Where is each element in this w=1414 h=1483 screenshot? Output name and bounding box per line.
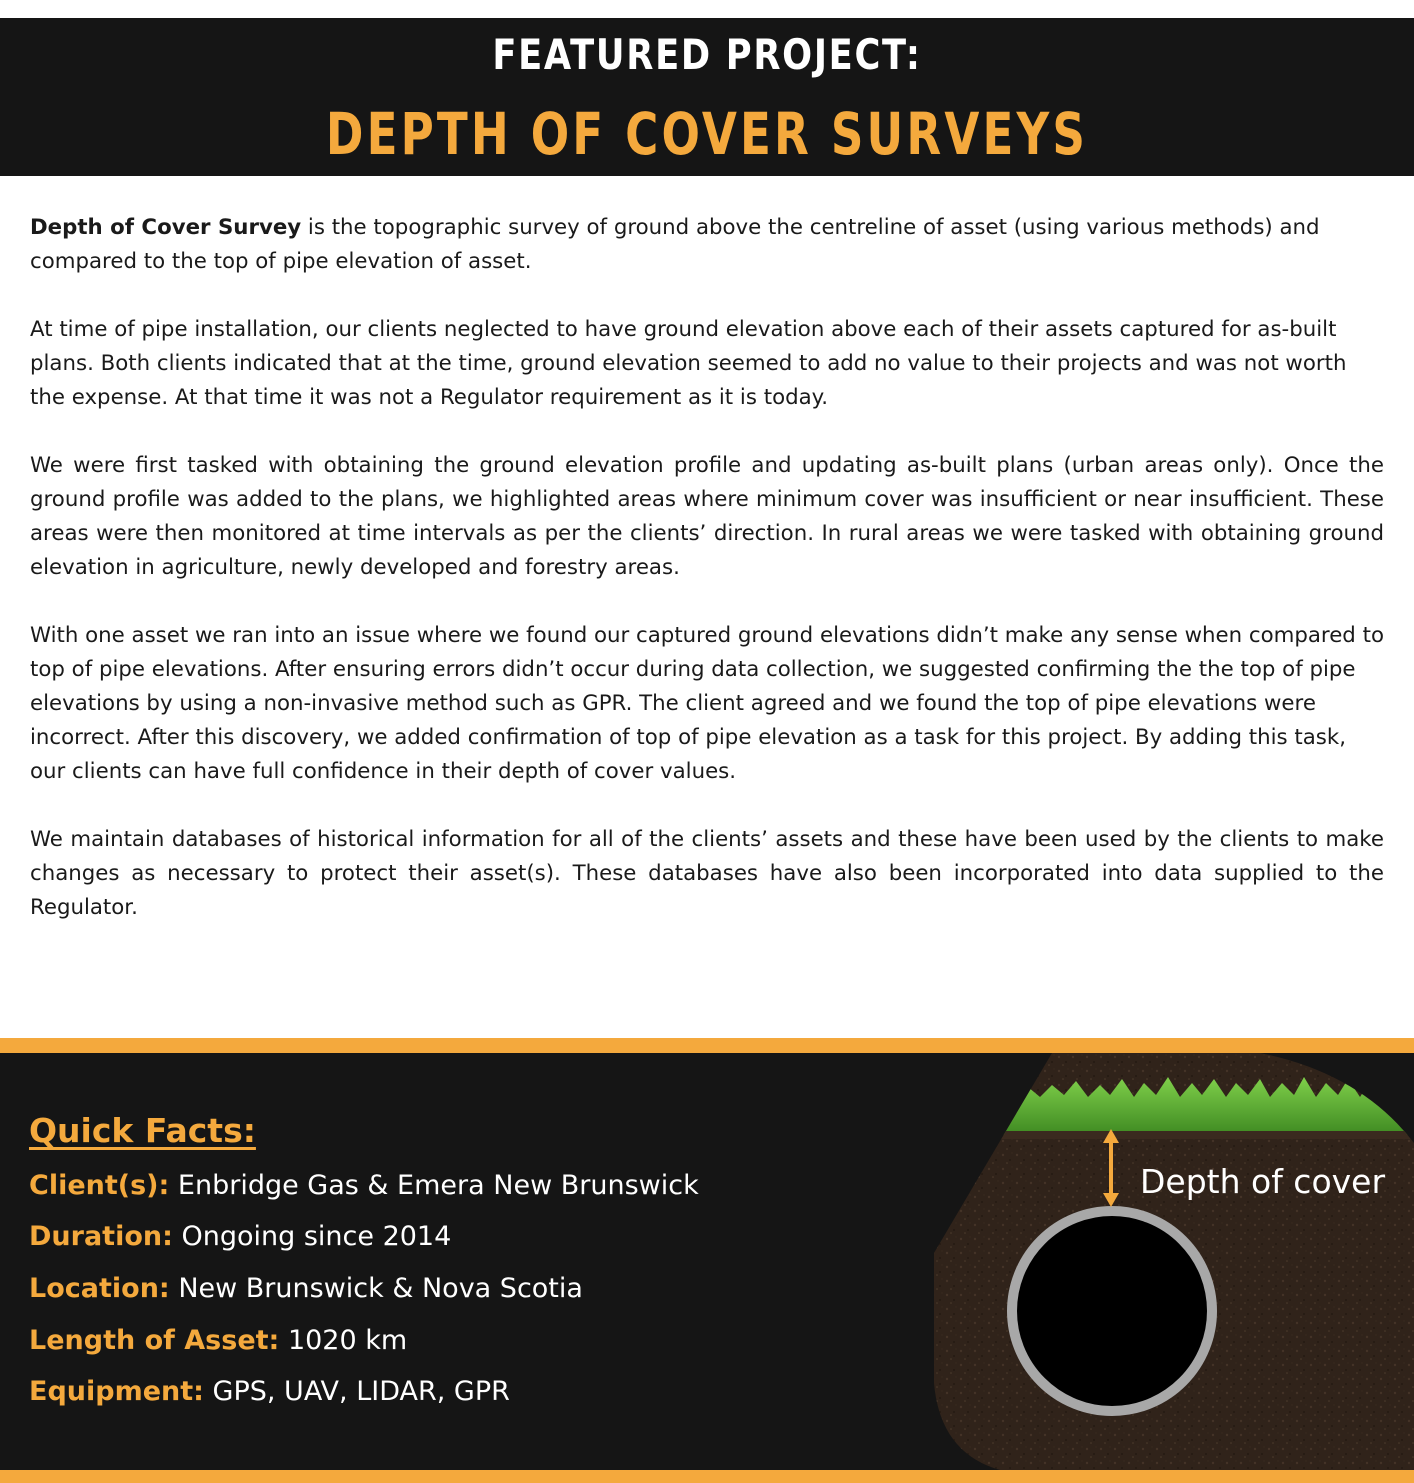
fact-value: 1020 km bbox=[287, 1325, 408, 1356]
fact-label: Length of Asset: bbox=[29, 1325, 280, 1356]
fact-label: Location: bbox=[29, 1273, 170, 1304]
page-header bbox=[0, 18, 1414, 176]
paragraph-issue: With one asset we ran into an issue where we found our captured ground elevations didn’t make any sense when compared to top of pipe elevations. After ensuring errors didn’t occur during data collection, we suggested confirming the the top of pipe elevations by using a non-invasive method such as GPR. The client agreed and we found the top of pipe elevations were incorrect. After this discovery, we added confirmation of top of pipe elevation as a task for this project. By adding this task, our clients can have full confidence in their depth of cover values. bbox=[30, 623, 1384, 784]
definition-term: Depth of Cover Survey bbox=[30, 215, 302, 240]
fact-equipment bbox=[29, 1376, 510, 1407]
definition-text: is the topographic survey of ground above the centreline of asset (using various methods) and compared to the top of pipe elevation of asset. bbox=[30, 215, 1320, 274]
fact-label: Equipment: bbox=[29, 1376, 204, 1407]
project-description bbox=[30, 211, 1384, 959]
fact-duration bbox=[29, 1221, 451, 1252]
fact-clients bbox=[29, 1170, 699, 1201]
fact-length bbox=[29, 1325, 407, 1356]
accent-divider-top bbox=[0, 1038, 1414, 1053]
quick-facts-panel bbox=[0, 1053, 1414, 1470]
paragraph-definition bbox=[30, 211, 1384, 279]
fact-label: Client(s): bbox=[29, 1170, 170, 1201]
quick-facts-title: Quick Facts: bbox=[29, 1111, 256, 1150]
fact-value: GPS, UAV, LIDAR, GPR bbox=[212, 1376, 510, 1407]
fact-value: Enbridge Gas & Emera New Brunswick bbox=[177, 1170, 699, 1201]
pipe-cross-section bbox=[1012, 1211, 1212, 1411]
depth-of-cover-illustration bbox=[930, 1053, 1414, 1470]
paragraph-tasks: We were first tasked with obtaining the ground elevation profile and updating as-built plans (urban areas only). Once the ground profile was added to the plans, we highlighted areas where minimum cover was insufficient or near insufficient. These areas were then monitored at time intervals as per the clients’ direction. In rural areas we were tasked with obtaining ground elevation in agriculture, newly developed and forestry areas. bbox=[30, 453, 1384, 580]
page-title: DEPTH OF COVER SURVEYS bbox=[325, 100, 1089, 168]
header-kicker: FEATURED PROJECT: bbox=[492, 30, 922, 79]
accent-divider-bottom bbox=[0, 1470, 1414, 1483]
fact-value: Ongoing since 2014 bbox=[181, 1221, 452, 1252]
paragraph-databases: We maintain databases of historical information for all of the clients’ assets and these have been used by the clients to make changes as necessary to protect their asset(s). These databases have also been incorporated into data supplied to the Regulator. bbox=[30, 827, 1384, 920]
fact-label: Duration: bbox=[29, 1221, 173, 1252]
paragraph-background: At time of pipe installation, our clients neglected to have ground elevation above each of their assets captured for as-built plans. Both clients indicated that at the time, ground elevation seemed to add no value to their projects and was not worth the expense. At that time it was not a Regulator requirement as it is today. bbox=[30, 317, 1347, 410]
depth-of-cover-label: Depth of cover bbox=[1140, 1162, 1386, 1201]
fact-location bbox=[29, 1273, 583, 1304]
fact-value: New Brunswick & Nova Scotia bbox=[178, 1273, 583, 1304]
